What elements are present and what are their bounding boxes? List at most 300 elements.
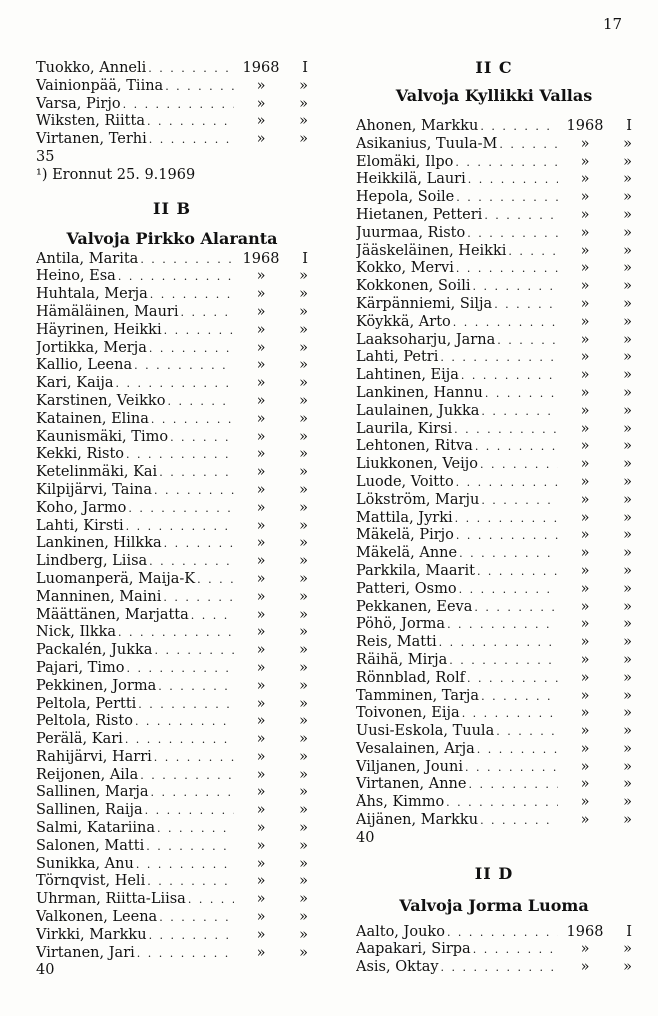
leader-dots bbox=[164, 322, 234, 340]
enrollment-year: » bbox=[580, 723, 590, 740]
leader-dots bbox=[473, 278, 558, 296]
student-name: Häyrinen, Heikki bbox=[36, 321, 162, 338]
student-row bbox=[356, 705, 632, 723]
class-grade: » bbox=[299, 321, 308, 338]
class-grade: » bbox=[623, 545, 632, 562]
enrollment-year: » bbox=[580, 242, 590, 259]
class-grade: » bbox=[299, 713, 308, 730]
student-row bbox=[356, 563, 632, 581]
leader-dots bbox=[170, 429, 234, 447]
class-count: 40 bbox=[356, 829, 375, 846]
student-row bbox=[356, 278, 632, 296]
class-grade: » bbox=[623, 456, 632, 473]
student-name: Tuokko, Anneli bbox=[36, 60, 147, 76]
enrollment-year: » bbox=[256, 855, 266, 872]
class-grade: » bbox=[623, 206, 632, 223]
student-name: Kokkonen, Soili bbox=[356, 278, 471, 295]
leader-dots bbox=[475, 438, 558, 456]
leader-dots bbox=[499, 136, 558, 154]
leader-dots bbox=[149, 553, 234, 571]
leader-dots bbox=[440, 349, 558, 367]
class-grade: » bbox=[623, 278, 632, 295]
leader-dots bbox=[118, 268, 234, 286]
student-name: Jääskeläinen, Heikki bbox=[356, 242, 507, 259]
class-grade: » bbox=[299, 464, 308, 481]
enrollment-year: » bbox=[256, 802, 266, 819]
student-name: Virkki, Markku bbox=[36, 926, 147, 943]
student-row bbox=[356, 189, 632, 207]
leader-dots bbox=[456, 260, 558, 278]
student-row bbox=[36, 696, 308, 714]
leader-dots bbox=[154, 749, 234, 767]
enrollment-year: » bbox=[580, 367, 590, 384]
enrollment-year: » bbox=[580, 545, 590, 562]
enrollment-year: » bbox=[256, 428, 266, 445]
leader-dots bbox=[151, 411, 234, 429]
student-name: Pöhö, Jorma bbox=[356, 616, 446, 633]
student-name: Kallio, Leena bbox=[36, 357, 133, 374]
class-grade: » bbox=[623, 260, 632, 277]
student-row bbox=[356, 924, 632, 942]
leader-dots bbox=[465, 759, 558, 777]
enrollment-year: » bbox=[256, 375, 266, 392]
class-grade: I bbox=[302, 250, 308, 267]
enrollment-year: » bbox=[580, 598, 590, 615]
student-row bbox=[356, 794, 632, 812]
enrollment-year: » bbox=[580, 562, 590, 579]
student-row bbox=[36, 393, 308, 411]
student-name: Reis, Matti bbox=[356, 634, 437, 651]
leader-dots bbox=[456, 474, 558, 492]
leader-dots bbox=[480, 812, 558, 830]
student-name: Köykkä, Arto bbox=[356, 313, 451, 330]
leader-dots bbox=[151, 784, 234, 802]
student-name: Kekki, Risto bbox=[36, 446, 125, 463]
leader-dots bbox=[481, 688, 558, 706]
right-column bbox=[356, 58, 632, 977]
student-name: Lindberg, Liisa bbox=[36, 553, 148, 570]
enrollment-year: » bbox=[580, 135, 590, 152]
class-grade: » bbox=[623, 384, 632, 401]
class-grade: » bbox=[299, 339, 308, 356]
leader-dots bbox=[150, 286, 234, 304]
student-row bbox=[36, 322, 308, 340]
enrollment-year: » bbox=[256, 837, 266, 854]
class-grade: » bbox=[623, 740, 632, 757]
enrollment-year: » bbox=[256, 95, 266, 112]
student-row bbox=[36, 891, 308, 909]
student-row bbox=[36, 802, 308, 820]
leader-dots bbox=[125, 731, 234, 749]
leader-dots bbox=[163, 589, 234, 607]
class-grade: » bbox=[623, 331, 632, 348]
student-name: Mäkelä, Anne bbox=[356, 545, 458, 562]
enrollment-year: » bbox=[580, 527, 590, 544]
class-grade: » bbox=[623, 794, 632, 811]
class-grade: » bbox=[299, 784, 308, 801]
class-grade: » bbox=[299, 268, 308, 285]
class-grade: » bbox=[623, 171, 632, 188]
enrollment-year: » bbox=[256, 446, 266, 463]
enrollment-year: » bbox=[256, 909, 266, 926]
enrollment-year: » bbox=[256, 286, 266, 303]
student-name: Asikanius, Tuula-M bbox=[356, 135, 498, 152]
enrollment-year: » bbox=[256, 499, 266, 516]
student-row bbox=[356, 403, 632, 421]
leader-dots bbox=[474, 599, 558, 617]
enrollment-year: » bbox=[256, 944, 266, 961]
student-name: Valkonen, Leena bbox=[36, 909, 158, 926]
class-grade: » bbox=[623, 634, 632, 651]
enrollment-year: » bbox=[256, 624, 266, 641]
student-row bbox=[36, 749, 308, 767]
student-name: Äijänen, Markku bbox=[356, 812, 479, 829]
student-name: Viljanen, Jouni bbox=[356, 758, 463, 775]
class-grade: » bbox=[299, 446, 308, 463]
leader-dots bbox=[446, 794, 558, 812]
class-grade: » bbox=[623, 812, 632, 829]
class-iic-list bbox=[356, 118, 632, 830]
enrollment-year: » bbox=[256, 695, 266, 712]
leader-dots bbox=[459, 545, 558, 563]
enrollment-year: » bbox=[256, 873, 266, 890]
leader-dots bbox=[496, 723, 558, 741]
student-row bbox=[356, 510, 632, 528]
student-row bbox=[356, 243, 632, 261]
student-row bbox=[36, 767, 308, 785]
student-name: Kilpijärvi, Taina bbox=[36, 481, 152, 498]
student-row bbox=[36, 784, 308, 802]
enrollment-year: 1968 bbox=[566, 118, 604, 134]
student-row bbox=[356, 367, 632, 385]
footnote: ¹) Eronnut 25. 9.1969 bbox=[36, 166, 196, 183]
student-name: Pajari, Timo bbox=[36, 659, 125, 676]
student-row bbox=[36, 96, 308, 114]
enrollment-year: » bbox=[256, 392, 266, 409]
leader-dots bbox=[180, 304, 234, 322]
leader-dots bbox=[447, 616, 558, 634]
class-grade: » bbox=[623, 189, 632, 206]
student-row bbox=[36, 927, 308, 945]
enrollment-year: » bbox=[256, 766, 266, 783]
class-grade: » bbox=[299, 481, 308, 498]
leader-dots bbox=[154, 482, 234, 500]
class-grade: » bbox=[623, 758, 632, 775]
student-row bbox=[36, 945, 308, 963]
student-name: Packalén, Jukka bbox=[36, 642, 153, 659]
student-name: Parkkila, Maarit bbox=[356, 562, 475, 579]
class-grade: » bbox=[299, 428, 308, 445]
leader-dots bbox=[497, 332, 558, 350]
class-grade: » bbox=[299, 820, 308, 837]
student-name: Mäkelä, Pirjo bbox=[356, 527, 454, 544]
enrollment-year: » bbox=[580, 705, 590, 722]
leader-dots bbox=[480, 456, 558, 474]
leader-dots bbox=[149, 340, 234, 358]
enrollment-year: » bbox=[580, 473, 590, 490]
leader-dots bbox=[126, 660, 234, 678]
student-name: Rönnblad, Rolf bbox=[356, 669, 466, 686]
student-name: Wiksten, Riitta bbox=[36, 113, 145, 130]
student-name: Patteri, Osmo bbox=[356, 580, 457, 597]
leader-dots bbox=[468, 171, 558, 189]
leader-dots bbox=[456, 527, 558, 545]
enrollment-year: » bbox=[580, 616, 590, 633]
leader-dots bbox=[147, 873, 234, 891]
student-name: Vainionpää, Tiina bbox=[36, 77, 164, 94]
student-row bbox=[356, 332, 632, 350]
student-row bbox=[356, 225, 632, 243]
leader-dots bbox=[128, 500, 234, 518]
class-iib-list bbox=[36, 251, 308, 963]
student-row bbox=[36, 251, 308, 269]
leader-dots bbox=[154, 642, 234, 660]
leader-dots bbox=[165, 78, 234, 96]
enrollment-year: » bbox=[256, 784, 266, 801]
enrollment-year: » bbox=[256, 553, 266, 570]
leader-dots bbox=[191, 607, 234, 625]
leader-dots bbox=[118, 624, 234, 642]
class-grade: » bbox=[299, 410, 308, 427]
leader-dots bbox=[477, 741, 558, 759]
class-grade: » bbox=[299, 553, 308, 570]
leader-dots bbox=[116, 375, 234, 393]
leader-dots bbox=[123, 96, 234, 114]
student-name: Peltola, Risto bbox=[36, 713, 133, 730]
enrollment-year: » bbox=[256, 891, 266, 908]
leader-dots bbox=[454, 421, 558, 439]
leader-dots bbox=[455, 510, 558, 528]
enrollment-year: » bbox=[256, 820, 266, 837]
student-name: Salonen, Matti bbox=[36, 837, 145, 854]
leader-dots bbox=[462, 705, 558, 723]
enrollment-year: » bbox=[580, 260, 590, 277]
student-row bbox=[36, 731, 308, 749]
student-name: Juurmaa, Risto bbox=[356, 224, 466, 241]
student-row bbox=[36, 624, 308, 642]
student-row bbox=[36, 838, 308, 856]
student-name: Kärpänniemi, Silja bbox=[356, 295, 493, 312]
student-name: Ketelinmäki, Kai bbox=[36, 464, 158, 481]
enrollment-year: » bbox=[256, 481, 266, 498]
leader-dots bbox=[441, 959, 558, 977]
student-name: Sunikka, Anu bbox=[36, 855, 134, 872]
enrollment-year: » bbox=[256, 77, 266, 94]
enrollment-year: » bbox=[256, 535, 266, 552]
student-row bbox=[36, 78, 308, 96]
student-row bbox=[36, 482, 308, 500]
class-count: 40 bbox=[36, 962, 55, 979]
student-name: Katainen, Elina bbox=[36, 410, 149, 427]
enrollment-year: » bbox=[256, 357, 266, 374]
enrollment-year: 1968 bbox=[242, 250, 280, 267]
student-name: Hietanen, Petteri bbox=[356, 206, 483, 223]
student-row bbox=[356, 474, 632, 492]
class-grade: » bbox=[623, 438, 632, 455]
enrollment-year: » bbox=[256, 926, 266, 943]
student-row bbox=[36, 286, 308, 304]
student-name: Lahti, Kirsti bbox=[36, 517, 124, 534]
student-name: Lahtinen, Eija bbox=[356, 367, 459, 384]
enrollment-year: » bbox=[580, 740, 590, 757]
class-grade: » bbox=[299, 77, 308, 94]
student-name: Räihä, Mirja bbox=[356, 651, 448, 668]
leader-dots bbox=[453, 314, 558, 332]
student-name: Laulainen, Jukka bbox=[356, 402, 480, 419]
class-count: 35 bbox=[36, 148, 55, 165]
student-name: Koho, Jarmo bbox=[36, 499, 127, 516]
leader-dots bbox=[188, 891, 234, 909]
enrollment-year: » bbox=[256, 321, 266, 338]
leader-dots bbox=[481, 403, 558, 421]
class-grade: » bbox=[623, 402, 632, 419]
supervisor-heading: Valvoja Pirkko Alaranta bbox=[66, 228, 278, 248]
student-row bbox=[36, 429, 308, 447]
student-row bbox=[356, 171, 632, 189]
class-grade: I bbox=[626, 118, 632, 134]
student-name: Aapakari, Sirpa bbox=[356, 941, 471, 958]
class-grade: » bbox=[623, 669, 632, 686]
leader-dots bbox=[508, 243, 558, 261]
student-name: Lankinen, Hilkka bbox=[36, 535, 162, 552]
student-row bbox=[356, 688, 632, 706]
enrollment-year: » bbox=[580, 349, 590, 366]
class-heading: II C bbox=[475, 58, 513, 77]
student-name: Uhrman, Riitta-Liisa bbox=[36, 891, 186, 908]
class-iid-list bbox=[356, 924, 632, 977]
student-name: Lankinen, Hannu bbox=[356, 384, 483, 401]
class-grade: » bbox=[623, 580, 632, 597]
class-grade: » bbox=[299, 499, 308, 516]
class-grade: » bbox=[623, 776, 632, 793]
leader-dots bbox=[140, 767, 234, 785]
student-row bbox=[356, 207, 632, 225]
enrollment-year: » bbox=[580, 509, 590, 526]
student-row bbox=[36, 131, 308, 149]
class-grade: » bbox=[623, 473, 632, 490]
student-row bbox=[36, 909, 308, 927]
enrollment-year: » bbox=[256, 588, 266, 605]
student-name: Liukkonen, Veijo bbox=[356, 456, 478, 473]
student-name: Rahijärvi, Harri bbox=[36, 748, 152, 765]
class-grade: » bbox=[299, 392, 308, 409]
leader-dots bbox=[477, 563, 558, 581]
student-name: Laaksoharju, Jarna bbox=[356, 331, 496, 348]
enrollment-year: » bbox=[256, 606, 266, 623]
leader-dots bbox=[134, 357, 234, 375]
student-name: Antila, Marita bbox=[36, 250, 139, 267]
enrollment-year: » bbox=[256, 131, 266, 148]
class-iia-tail-list bbox=[36, 60, 308, 149]
class-grade: » bbox=[623, 723, 632, 740]
class-grade: » bbox=[299, 375, 308, 392]
enrollment-year: » bbox=[256, 339, 266, 356]
class-grade: » bbox=[299, 642, 308, 659]
student-name: Sallinen, Raija bbox=[36, 802, 143, 819]
student-name: Kokko, Mervi bbox=[356, 260, 454, 277]
student-row bbox=[356, 812, 632, 830]
student-name: Jortikka, Merja bbox=[36, 339, 147, 356]
class-grade: » bbox=[299, 517, 308, 534]
enrollment-year: 1968 bbox=[566, 923, 604, 940]
leader-dots bbox=[494, 296, 558, 314]
student-name: Virtanen, Terhi bbox=[36, 131, 147, 148]
student-row bbox=[36, 873, 308, 891]
class-grade: » bbox=[299, 535, 308, 552]
leader-dots bbox=[158, 678, 234, 696]
student-name: Hämäläinen, Mauri bbox=[36, 303, 179, 320]
class-grade: » bbox=[299, 624, 308, 641]
enrollment-year: » bbox=[580, 651, 590, 668]
student-row bbox=[36, 535, 308, 553]
enrollment-year: » bbox=[256, 303, 266, 320]
student-row bbox=[36, 340, 308, 358]
student-name: Perälä, Kari bbox=[36, 731, 123, 748]
student-name: Määttänen, Marjatta bbox=[36, 606, 189, 623]
enrollment-year: » bbox=[580, 580, 590, 597]
student-row bbox=[356, 545, 632, 563]
class-grade: » bbox=[299, 113, 308, 130]
leader-dots bbox=[468, 776, 558, 794]
enrollment-year: » bbox=[580, 776, 590, 793]
student-name: Heikkilä, Lauri bbox=[356, 171, 466, 188]
class-grade: » bbox=[623, 941, 632, 958]
student-name: Varsa, Pirjo bbox=[36, 95, 121, 112]
enrollment-year: » bbox=[580, 758, 590, 775]
student-row bbox=[356, 959, 632, 977]
student-name: Tamminen, Tarja bbox=[356, 687, 480, 704]
page-number: 17 bbox=[603, 15, 623, 33]
student-name: Hepola, Soile bbox=[356, 189, 455, 206]
leader-dots bbox=[467, 225, 558, 243]
student-row bbox=[36, 464, 308, 482]
class-grade: I bbox=[626, 923, 632, 940]
student-row bbox=[356, 385, 632, 403]
class-grade: » bbox=[299, 873, 308, 890]
student-name: Mattila, Jyrki bbox=[356, 509, 453, 526]
leader-dots bbox=[157, 820, 234, 838]
enrollment-year: » bbox=[256, 517, 266, 534]
student-name: Pekkinen, Jorma bbox=[36, 677, 157, 694]
class-grade: » bbox=[623, 295, 632, 312]
class-grade: » bbox=[623, 509, 632, 526]
leader-dots bbox=[485, 385, 558, 403]
student-row bbox=[36, 820, 308, 838]
student-row bbox=[36, 553, 308, 571]
student-name: Luomanperä, Maija-K bbox=[36, 570, 196, 587]
enrollment-year: » bbox=[580, 224, 590, 241]
class-grade: » bbox=[299, 731, 308, 748]
enrollment-year: » bbox=[256, 748, 266, 765]
student-name: Manninen, Maini bbox=[36, 588, 162, 605]
enrollment-year: » bbox=[256, 113, 266, 130]
student-row bbox=[356, 260, 632, 278]
student-row bbox=[36, 518, 308, 536]
class-grade: » bbox=[623, 705, 632, 722]
student-name: Lökström, Marju bbox=[356, 491, 480, 508]
class-grade: » bbox=[299, 855, 308, 872]
student-name: Asis, Oktay bbox=[356, 959, 439, 976]
enrollment-year: » bbox=[256, 570, 266, 587]
student-name: Nick, Ilkka bbox=[36, 624, 117, 641]
class-heading: II D bbox=[474, 863, 514, 883]
enrollment-year: » bbox=[256, 642, 266, 659]
student-name: Törnqvist, Heli bbox=[36, 873, 146, 890]
leader-dots bbox=[461, 367, 558, 385]
student-row bbox=[356, 759, 632, 777]
class-grade: » bbox=[299, 837, 308, 854]
student-row bbox=[36, 500, 308, 518]
